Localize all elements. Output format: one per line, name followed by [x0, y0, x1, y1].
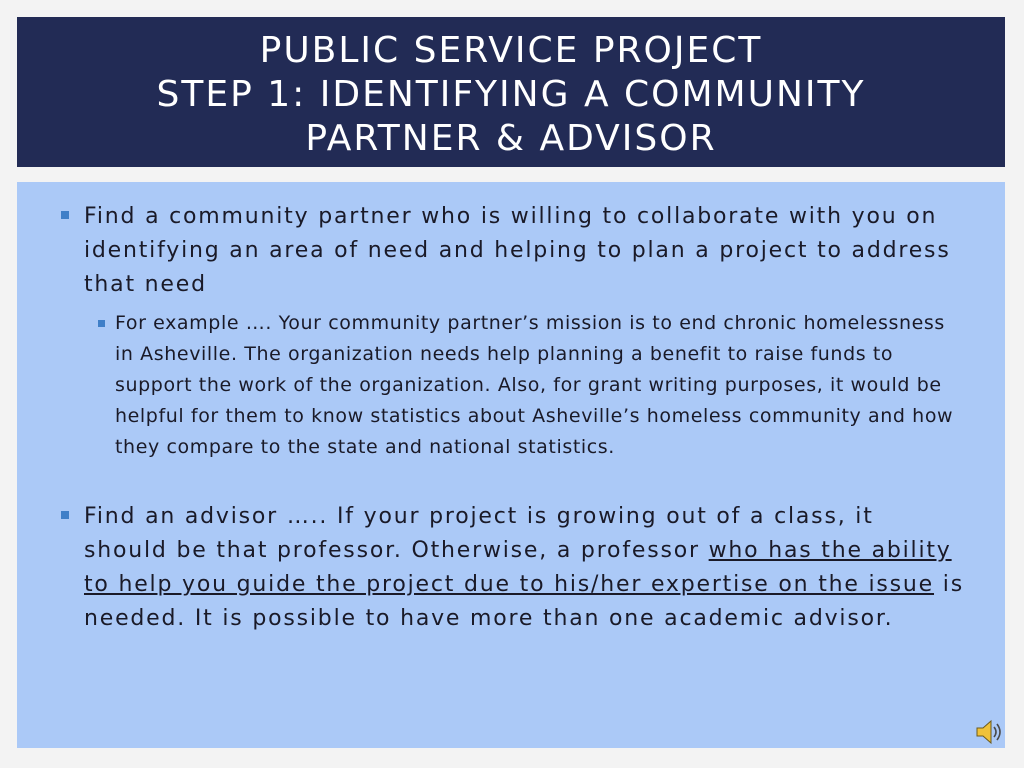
title-line-2: STEP 1: IDENTIFYING A COMMUNITY: [156, 74, 866, 115]
advisor-text-part-1: Find an advisor ….. If your project is growing out of a class, it should be that professor. Otherwise, a professor: [84, 504, 874, 563]
bullet-marker: [61, 211, 69, 219]
title-line-3: PARTNER & ADVISOR: [305, 118, 717, 159]
sub-bullet-text-example: For example …. Your community partner’s mission is to end chronic homelessness in Asheville. The organization needs help planning a benefit to raise funds to support the work of the organization. Also, for grant writing purposes, it would be helpful for them to know statistics about Asheville’s homeless community and how they compare to the state and national statistics.: [115, 312, 954, 458]
bullet-marker: [61, 511, 69, 519]
bullet-text-advisor: [84, 500, 964, 636]
speaker-icon[interactable]: [974, 717, 1004, 747]
sub-bullet-marker: [98, 320, 105, 327]
content-area: [17, 182, 1005, 748]
bullet-text-community-partner: Find a community partner who is willing to collaborate with you on identifying an area of need and helping to plan a project to address that need: [84, 204, 951, 297]
advisor-text-underlined: who has the ability to help you guide the project due to his/her expertise on the issue: [84, 538, 952, 597]
slide-title: [17, 17, 1005, 167]
title-line-1: PUBLIC SERVICE PROJECT: [259, 30, 763, 71]
advisor-text-part-2: is needed. It is possible to have more than one academic advisor.: [84, 572, 964, 631]
